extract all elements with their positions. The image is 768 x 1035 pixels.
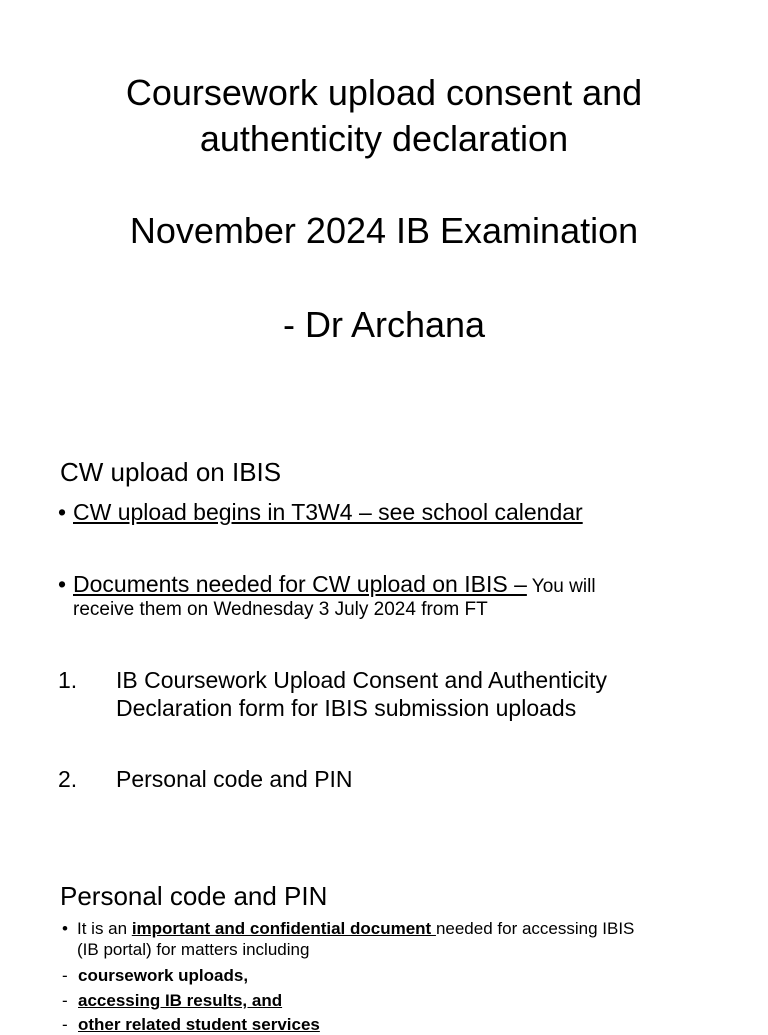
dash-marker: -	[62, 991, 68, 1010]
title-line-1: Coursework upload consent and	[125, 72, 643, 113]
author-line: - Dr Archana	[282, 304, 486, 345]
dash-item-coursework	[62, 965, 248, 986]
bullet-marker: •	[58, 499, 67, 525]
item-number: 2.	[58, 766, 78, 792]
documents-needed-note-cont: receive them on Wednesday 3 July 2024 from FT	[73, 599, 488, 620]
dash-item-services	[62, 1014, 320, 1035]
dash-item-results	[62, 990, 282, 1011]
upload-heading: CW upload on IBIS	[60, 457, 282, 487]
numbered-item-consent-form	[58, 666, 708, 722]
item-number: 1.	[58, 667, 78, 693]
dash-item-text: other related student services	[78, 1015, 320, 1034]
dash-marker: -	[62, 966, 68, 985]
bullet-marker: •	[58, 571, 67, 597]
confidential-emphasis: important and confidential document	[131, 919, 436, 938]
exam-subtitle: November 2024 IB Examination	[129, 210, 639, 251]
title-slide	[0, 0, 768, 420]
item-text-line-2: Declaration form for IBIS submission uploads	[116, 695, 577, 721]
dash-marker: -	[62, 1015, 68, 1034]
bullet-marker: •	[62, 919, 68, 938]
confidential-suffix: needed for accessing IBIS	[435, 919, 635, 938]
dash-item-text: accessing IB results, and	[78, 991, 283, 1010]
pin-slide	[0, 872, 768, 1034]
item-text-line-1: Personal code and PIN	[116, 766, 353, 792]
upload-slide	[0, 440, 768, 840]
bullet-upload-start	[58, 498, 718, 526]
dash-item-text: coursework uploads,	[78, 966, 249, 985]
confidential-prefix: It is an	[77, 919, 132, 938]
pin-heading: Personal code and PIN	[60, 881, 328, 911]
documents-needed-note: You will	[526, 576, 596, 597]
item-text-line-1: IB Coursework Upload Consent and Authenticity	[116, 667, 607, 693]
title-line-2: authenticity declaration	[199, 118, 569, 159]
numbered-item-personal-code	[58, 765, 708, 793]
bullet-confidential	[62, 918, 722, 960]
bullet-documents-needed	[58, 570, 718, 621]
slide-title	[0, 70, 768, 162]
documents-needed-text: Documents needed for CW upload on IBIS –	[73, 571, 527, 597]
confidential-cont: (IB portal) for matters including	[77, 940, 310, 959]
bullet-upload-start-text: CW upload begins in T3W4 – see school calendar	[73, 499, 583, 525]
